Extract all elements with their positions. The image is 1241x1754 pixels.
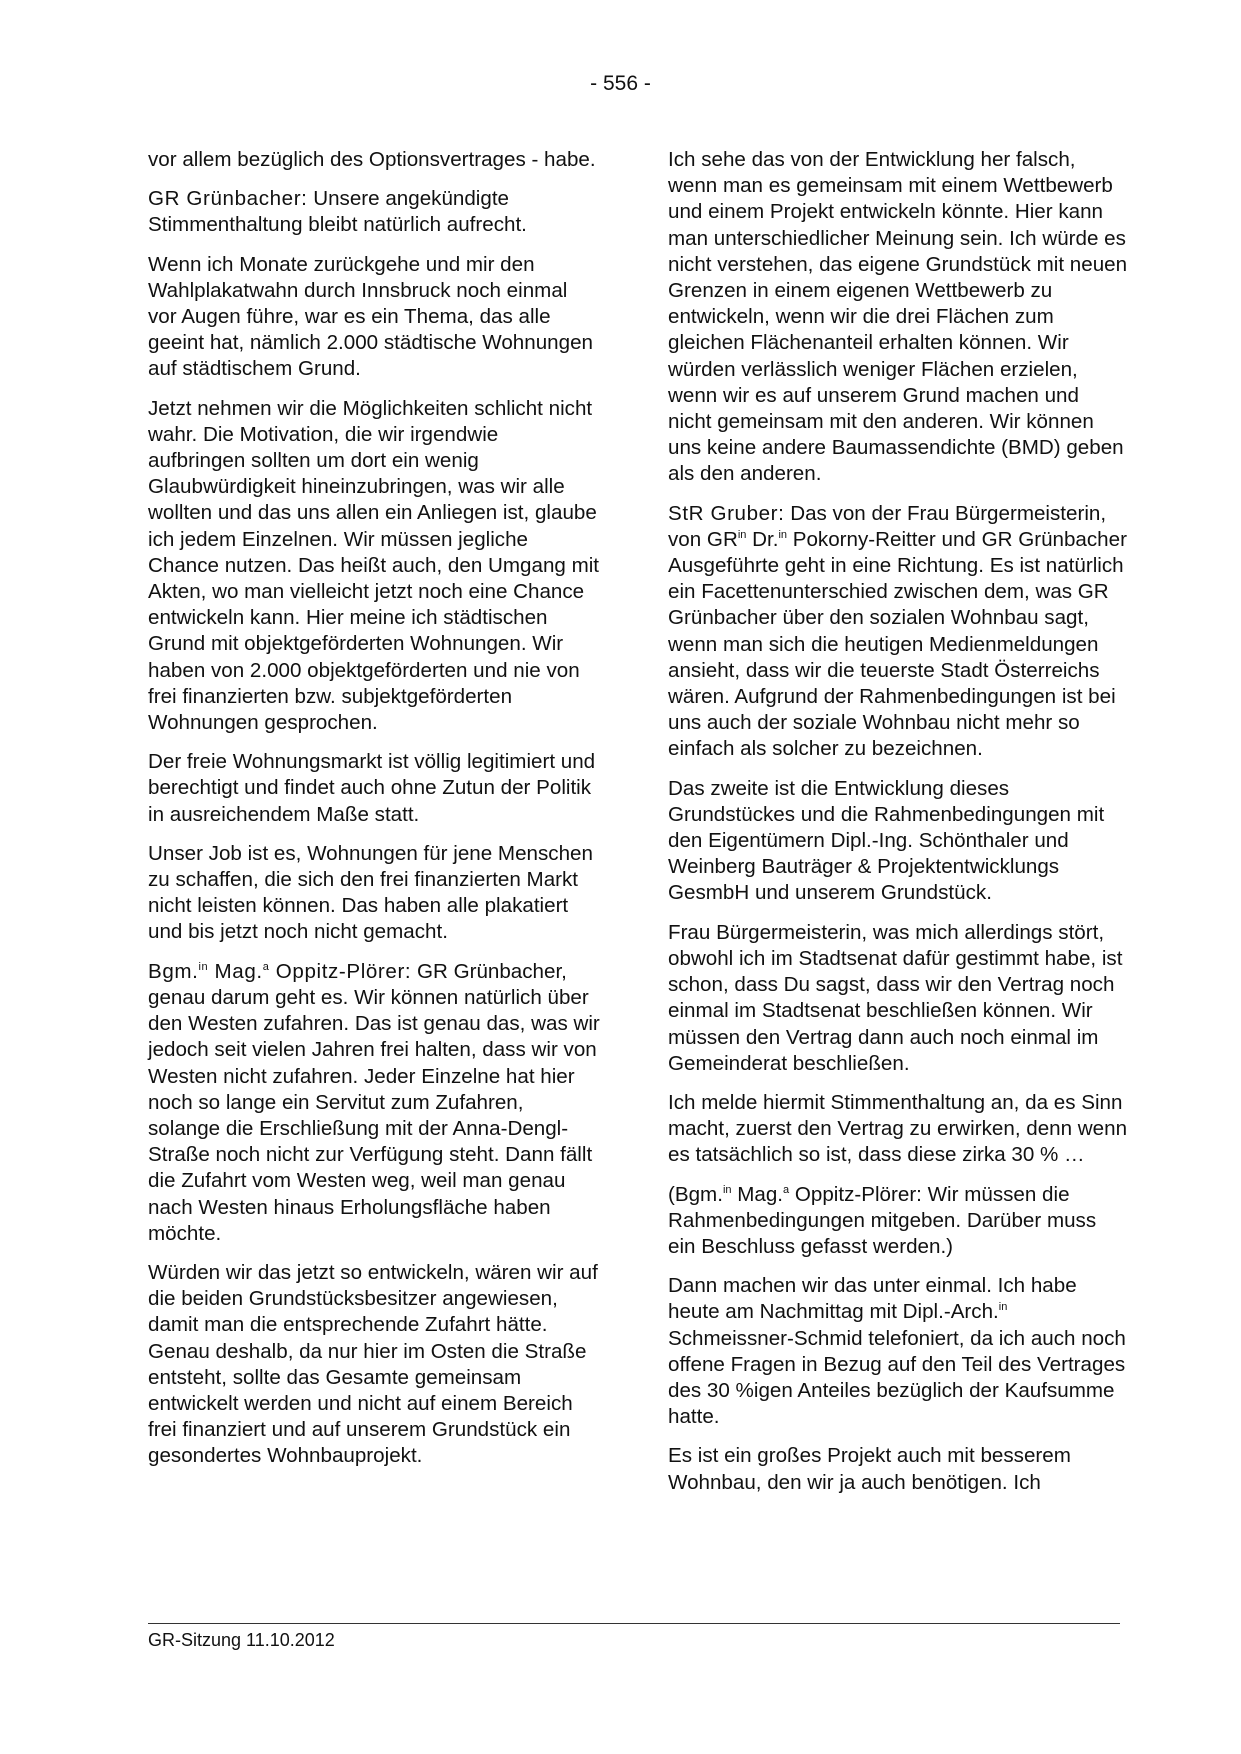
footer-divider xyxy=(148,1623,1120,1624)
speech-text: Dann machen wir das unter einmal. Ich habe heute am Nachmittag mit Dipl.-Arch. xyxy=(668,1274,1077,1324)
page-number: - 556 - xyxy=(590,72,651,95)
footer-session-date: GR-Sitzung 11.10.2012 xyxy=(148,1630,335,1650)
superscript: in xyxy=(722,1183,732,1196)
paragraph xyxy=(148,186,600,238)
speaker-name: StR Gruber: xyxy=(668,501,785,525)
speech-text: Pokorny-Reitter und GR Grünbacher Ausgeführte geht in eine Richtung. Es ist natürlich ein Facettenunterschied zwischen dem, was GR Grünbacher über den sozialen Wohnbau sagt, wenn man sich die heutigen Medienmeldungen ansieht, dass wir die teuerste Stadt Österreichs wären. Aufgrund der Rahmenbedingungen ist bei uns auch der soziale Wohnbau nicht mehr so einfach als solcher zu bezeichnen. xyxy=(668,527,1127,761)
right-column xyxy=(668,147,1128,1509)
superscript: in xyxy=(998,1301,1008,1314)
paragraph xyxy=(668,1182,1128,1261)
paragraph: Frau Bürgermeisterin, was mich allerdings stört, obwohl ich im Stadtsenat dafür gestimmt habe, ist schon, dass Du sagst, dass wir den Vertrag noch einmal im Stadtsenat beschließen können. Wir müssen den Vertrag dann auch noch einmal im Gemeinderat beschließen. xyxy=(668,920,1123,1075)
left-column xyxy=(148,147,600,1483)
superscript: a xyxy=(262,960,270,973)
paragraph xyxy=(668,1273,1128,1430)
superscript: in xyxy=(198,960,209,973)
speaker-name xyxy=(148,960,411,983)
paragraph xyxy=(148,959,600,1247)
paragraph: Der freie Wohnungsmarkt ist völlig legitimiert und berechtigt und findet auch ohne Zutun der Politik in ausreichendem Maße statt. xyxy=(148,750,596,826)
speech-text: Schmeissner-Schmid telefoniert, da ich auch noch offene Fragen in Bezug auf den Teil des Vertrages des 30 %igen Anteiles bezüglich der Kaufsumme hatte. xyxy=(668,1326,1126,1429)
paragraph: vor allem bezüglich des Optionsvertrages - habe. xyxy=(148,148,596,171)
speaker-name: GR Grünbacher: xyxy=(148,187,308,211)
speech-text: Unsere angekündigte Stimmenthaltung bleibt natürlich aufrecht. xyxy=(148,187,527,237)
paragraph: Unser Job ist es, Wohnungen für jene Menschen zu schaffen, die sich den frei finanzierten Markt nicht leisten können. Das haben alle plakatiert und bis jetzt noch nicht gemacht. xyxy=(148,841,593,944)
paragraph: Das zweite ist die Entwicklung dieses Grundstückes und die Rahmenbedingungen mit den Eigentümern Dipl.-Ing. Schönthaler und Weinberg Bauträger & Projektentwicklungs GesmbH und unserem Grundstück. xyxy=(668,776,1105,905)
speech-text: Dr. xyxy=(746,527,779,551)
paragraph: Würden wir das jetzt so entwickeln, wären wir auf die beiden Grundstücksbesitzer angewiesen, damit man die entsprechende Zufahrt hätte. Genau deshalb, da nur hier im Osten die Straße entsteht, sollte das Gesamte gemeinsam entwickelt werden und nicht auf einem Bereich frei finanziert und auf unserem Grundstück ein gesondertes Wohnbauprojekt. xyxy=(148,1260,598,1468)
paragraph: Wenn ich Monate zurückgehe und mir den Wahlplakatwahn durch Innsbruck noch einmal vor Augen führe, war es ein Thema, das alle geeint hat, nämlich 2.000 städtische Wohnungen auf städtischem Grund. xyxy=(148,252,593,381)
speaker-title: Bgm. xyxy=(148,959,199,983)
superscript: a xyxy=(783,1183,790,1196)
speech-text: Mag. xyxy=(731,1182,784,1206)
speech-text: Oppitz-Plörer: Wir müssen die Rahmenbedingungen mitgeben. Darüber muss ein Beschluss gefasst werden.) xyxy=(668,1182,1097,1258)
speaker-surname: Oppitz-Plörer: xyxy=(269,959,412,983)
speaker-title: Mag. xyxy=(208,959,263,983)
speech-text: (Bgm. xyxy=(668,1182,723,1206)
speech-text: GR Grünbacher, genau darum geht es. Wir können natürlich über den Westen zufahren. Das ist genau das, was wir jedoch seit vielen Jahren frei halten, dass wir von Westen nicht zufahren. Jeder Einzelne hat hier noch so lange ein Servitut zum Zufahren, solange die Erschließung mit der Anna-Dengl-Straße noch nicht zur Verfügung steht. Dann fällt die Zufahrt vom Westen weg, weil man genau nach Westen hinaus Erholungsfläche haben möchte. xyxy=(148,959,600,1245)
paragraph: Es ist ein großes Projekt auch mit besserem Wohnbau, den wir ja auch benötigen. Ich xyxy=(668,1444,1071,1494)
paragraph: Ich melde hiermit Stimmenthaltung an, da es Sinn macht, zuerst den Vertrag zu erwirken, denn wenn es tatsächlich so ist, dass diese zirka 30 % … xyxy=(668,1090,1128,1167)
speech-text: Das von der Frau Bürgermeisterin, von GR xyxy=(668,501,1107,551)
paragraph: Jetzt nehmen wir die Möglichkeiten schlicht nicht wahr. Die Motivation, die wir irgendwie aufbringen sollten um dort ein wenig Glaubwürdigkeit hineinzubringen, was wir alle wollten und das uns allen ein Anliegen ist, glaube ich jedem Einzelnen. Wir müssen jegliche Chance nutzen. Das heißt auch, den Umgang mit Akten, wo man vielleicht jetzt noch eine Chance entwickeln kann. Hier meine ich städtischen Grund mit objektgeförderten Wohnungen. Wir haben von 2.000 objektgeförderten und nie von frei finanzierten bzw. subjektgeförderten Wohnungen gesprochen. xyxy=(148,396,600,735)
paragraph xyxy=(668,501,1128,763)
superscript: in xyxy=(737,528,747,541)
superscript: in xyxy=(778,528,787,541)
paragraph: Ich sehe das von der Entwicklung her falsch, wenn man es gemeinsam mit einem Wettbewerb und einem Projekt entwickeln könnte. Hier kann man unterschiedlicher Meinung sein. Ich würde es nicht verstehen, das eigene Grundstück mit neuen Grenzen in einem eigenen Wettbewerb zu entwickeln, wenn wir die drei Flächen zum gleichen Flächenanteil erhalten können. Wir würden verlässlich weniger Flächen erzielen, wenn wir es auf unserem Grund machen und nicht gemeinsam mit den anderen. Wir können uns keine andere Baumassendichte (BMD) geben als den anderen. xyxy=(668,148,1128,486)
